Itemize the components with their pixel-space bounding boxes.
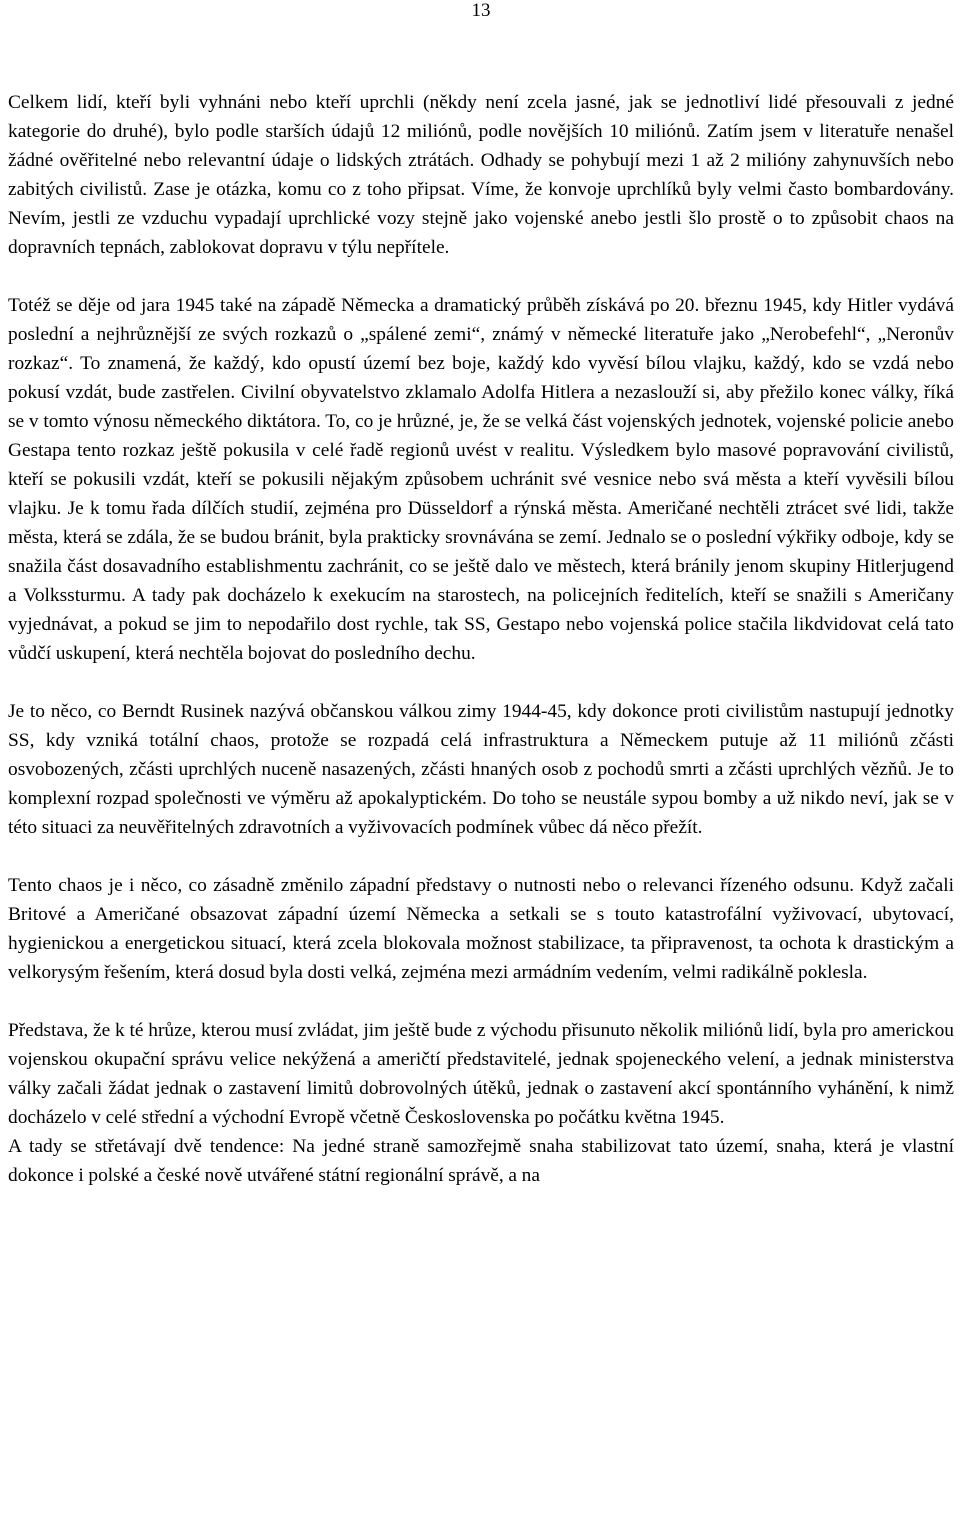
paragraph-refugees: Celkem lidí, kteří byli vyhnáni nebo kteří uprchli (někdy není zcela jasné, jak se jednotliví lidé přesouvali z jedné kategorie do druhé), bylo podle starších údajů 12 miliónů, podle novějších 10 miliónů. Zatím jsem v literatuře nenašel žádné ověřitelné nebo relevantní údaje o lidských ztrátách. Odhady se pohybují mezi 1 až 2 milióny zahynuvších nebo zabitých civilistů. Zase je otázka, komu co z toho připsat. Víme, že konvoje uprchlíků byly velmi často bombardovány. Nevím, jestli ze vzduchu vypadají uprchlické vozy stejně jako vojenské anebo jestli šlo prostě o to způsobit chaos na dopravních tepnách, zablokovat dopravu v týlu nepřítele. xyxy=(8,92,954,258)
paragraph-expulsion: Představa, že k té hrůze, kterou musí zvládat, jim ještě bude z východu přisunuto několik miliónů lidí, byla pro americkou vojenskou okupační správu velice nekýžená a američtí představitelé, jednak spojeneckého velení, a jednak ministerstva války začali žádat jednak o zastavení limitů dobrovolných útěků, jednak o zastavení akcí spontánního vyhánění, k nimž docházelo v celé střední a východní Evropě včetně Československa po počátku května 1945. A tady se střetávají dvě tendence: Na jedné straně samozřejmě snaha stabilizovat tato území, snaha, která je vlastní dokonce i polské a české nově utvářené státní regionální správě, a na xyxy=(8,1020,954,1186)
paragraph-chaos: Tento chaos je i něco, co zásadně změnilo západní představy o nutnosti nebo o relevanci řízeného odsunu. Když začali Britové a Američané obsazovat západní území Německa a setkali se s touto katastrofální vyživovací, ubytovací, hygienickou a energetickou situací, která zcela blokovala možnost stabilizace, ta připravenost, ta ochota k drastickým a velkorysým řešením, která dosud byla dosti velká, zejména mezi armádním vedením, velmi radikálně poklesla. xyxy=(8,875,954,983)
paragraph-civil-war: Je to něco, co Berndt Rusinek nazývá občanskou válkou zimy 1944-45, kdy dokonce proti civilistům nastupují jednotky SS, kdy vzniká totální chaos, protože se rozpadá celá infrastruktura a Německem putuje až 11 miliónů zčásti osvobozených, zčásti uprchlých nuceně nasazených, zčásti hnaných osob z pochodů smrti a zčásti uprchlých vězňů. Je to komplexní rozpad společnosti ve výměru až apokalyptickém. Do toho se neustále sypou bomby a už nikdo neví, jak se v této situaci za neuvěřitelných zdravotních a vyživovacích podmínek vůbec dá něco přežít. xyxy=(8,701,954,838)
paragraph-nero-decree: Totéž se děje od jara 1945 také na západě Německa a dramatický průběh získává po 20. březnu 1945, kdy Hitler vydává poslední a nejhrůznější ze svých rozkazů o „spálené zemi“, známý v německé literatuře jako „Nerobefehl“, „Neronův rozkaz“. To znamená, že každý, kdo opustí území bez boje, každý kdo vyvěsí bílou vlajku, každý, kdo se vzdá nebo pokusí vzdát, bude zastřelen. Civilní obyvatelstvo zklamalo Adolfa Hitlera a nezaslouží si, aby přežilo konec války, říká se v tomto výnosu německého diktátora. To, co je hrůzné, je, že se velká část vojenských jednotek, vojenské policie anebo Gestapa tento rozkaz ještě pokusila v celé řadě regionů uvést v realitu. Výsledkem bylo masové popravování civilistů, kteří se pokusili vzdát, kteří se pokusili nějakým způsobem uchránit své vesnice nebo svá města a kteří vyvěsili bílou vlajku. Je k tomu řada dílčích studií, zejména pro Düsseldorf a rýnská města. Američané nechtěli ztrácet své lidi, takže města, která se zdála, že se budou bránit, byla prakticky srovnávána se zemí. Jednalo se o poslední výkřiky odboje, kdy se snažila část dosavadního establishmentu zachránit, co se ještě dalo ve městech, která bránily jenom skupiny Hitlerjugend a Volkssturmu. A tady pak docházelo k exekucím na starostech, na policejních ředitelích, kteří se snažili s Američany vyjednávat, a pokud se jim to nepodařilo dost rychle, tak SS, Gestapo nebo vojenská police stačila likdvidovat celá tato vůdčí uskupení, která nechtěla bojovat do posledního dechu. xyxy=(8,295,954,664)
page-number: 13 xyxy=(471,0,491,21)
document-body xyxy=(8,88,954,1190)
